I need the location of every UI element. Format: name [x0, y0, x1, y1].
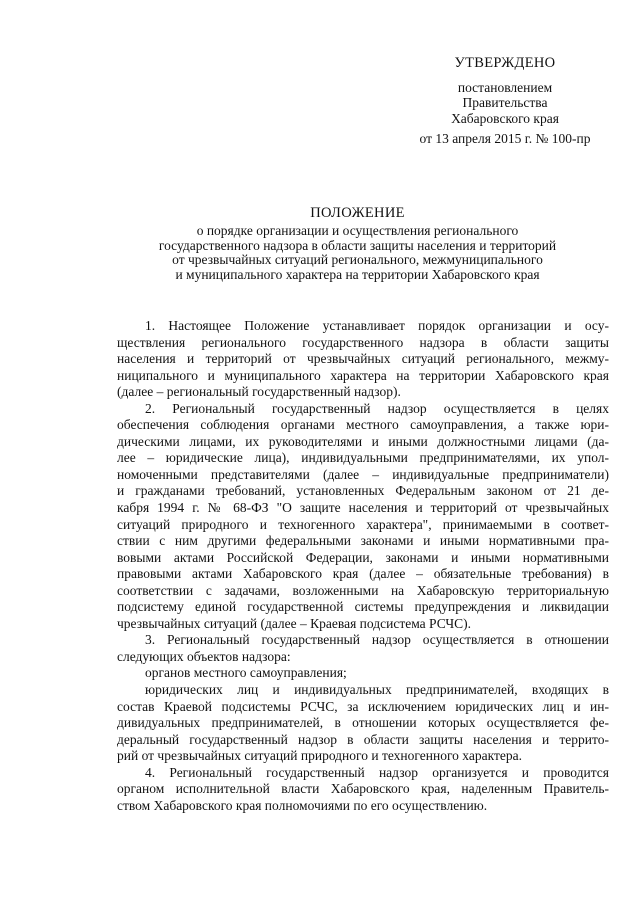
- body-line: и гражданами требований, установленных Федеральным законом от 21 де-: [117, 483, 609, 499]
- subtitle-line: о порядке организации и осуществления регионального: [196, 223, 519, 238]
- approval-stamp: [400, 56, 610, 147]
- body-line: ствии с ним другими федеральными законами и иными нормативными пра-: [117, 533, 609, 549]
- document-body: [117, 318, 609, 814]
- body-line: номоченными представителями (далее – индивидуальные предприниматели): [117, 466, 609, 482]
- approval-line: Правительства: [462, 95, 548, 110]
- body-line: 4. Региональный государственный надзор организуется и проводится: [145, 764, 609, 780]
- body-line: юридических лиц и индивидуальных предпринимателей, входящих в: [145, 682, 609, 698]
- body-line: правовыми актами Хабаровского края (далее – обязательные требования) в: [117, 566, 609, 582]
- body-line: дивидуальных предпринимателей, в отношении которых осуществляется фе-: [117, 715, 609, 731]
- body-line: дическими лицами, их руководителями и иными должностными лицами (да-: [117, 433, 609, 449]
- body-line: лее – юридические лица), индивидуальными предпринимателями, их упол-: [117, 450, 609, 466]
- body-line: обеспечения соблюдения органами местного самоуправления, а также юри-: [117, 417, 609, 433]
- body-line: ством Хабаровского края полномочиями по его осуществлению.: [117, 797, 488, 813]
- body-line: 1. Настоящее Положение устанавливает порядок организации и осу-: [145, 318, 609, 333]
- approval-line: постановлением: [457, 79, 553, 95]
- subtitle-line: и муниципального характера на территории Хабаровского края: [175, 266, 540, 282]
- approval-date: от 13 апреля 2015 г. № 100-пр: [419, 131, 591, 146]
- body-line: ниципального и муниципального характера на территории Хабаровского края: [117, 367, 609, 383]
- body-line: чрезвычайных ситуаций (далее – Краевая подсистема РСЧС).: [117, 615, 472, 631]
- body-line: ситуаций природного и техногенного характера", принимаемыми в соответ-: [117, 516, 609, 532]
- body-line: органов местного самоуправления;: [145, 665, 347, 681]
- body-line: соответствии с задачами, возложенными на Хабаровскую территориальную: [117, 582, 609, 598]
- body-line: 2. Региональный государственный надзор осуществляется в целях: [145, 400, 609, 416]
- body-line: деральный государственный надзор в области защиты населения и террито-: [117, 731, 609, 747]
- subtitle-line: от чрезвычайных ситуаций регионального, межмуниципального: [172, 252, 543, 267]
- body-line: органом исполнительной власти Хабаровского края, наделенным Правитель-: [117, 781, 609, 797]
- body-line: следующих объектов надзора:: [117, 648, 291, 664]
- approval-heading: УТВЕРЖДЕНО: [454, 55, 556, 71]
- body-line: подсистему единой государственной системы предупреждения и ликвидации: [117, 599, 609, 615]
- body-line: 3. Региональный государственный надзор осуществляется в отношении: [145, 632, 609, 648]
- body-line: кабря 1994 г. № 68-ФЗ "О защите населения и территорий от чрезвычайных: [117, 500, 609, 516]
- approval-line: Хабаровского края: [451, 110, 559, 126]
- body-line: ществления регионального государственного надзора в области защиты: [117, 334, 609, 350]
- subtitle-line: государственного надзора в области защиты населения и территорий: [158, 237, 557, 253]
- document-subtitle: [80, 224, 635, 282]
- body-line: состав Краевой подсистемы РСЧС, за исключением юридических лиц и ин-: [117, 698, 609, 714]
- body-line: (далее – региональный государственный надзор).: [117, 384, 401, 400]
- body-line: населения и территорий от чрезвычайных ситуаций регионального, межму-: [117, 351, 609, 367]
- body-line: рий от чрезвычайных ситуаций природного и техногенного характера.: [117, 748, 522, 764]
- body-line: вовыми актами Российской Федерации, законами и иными нормативными: [117, 549, 609, 565]
- document-title: ПОЛОЖЕНИЕ: [310, 205, 405, 221]
